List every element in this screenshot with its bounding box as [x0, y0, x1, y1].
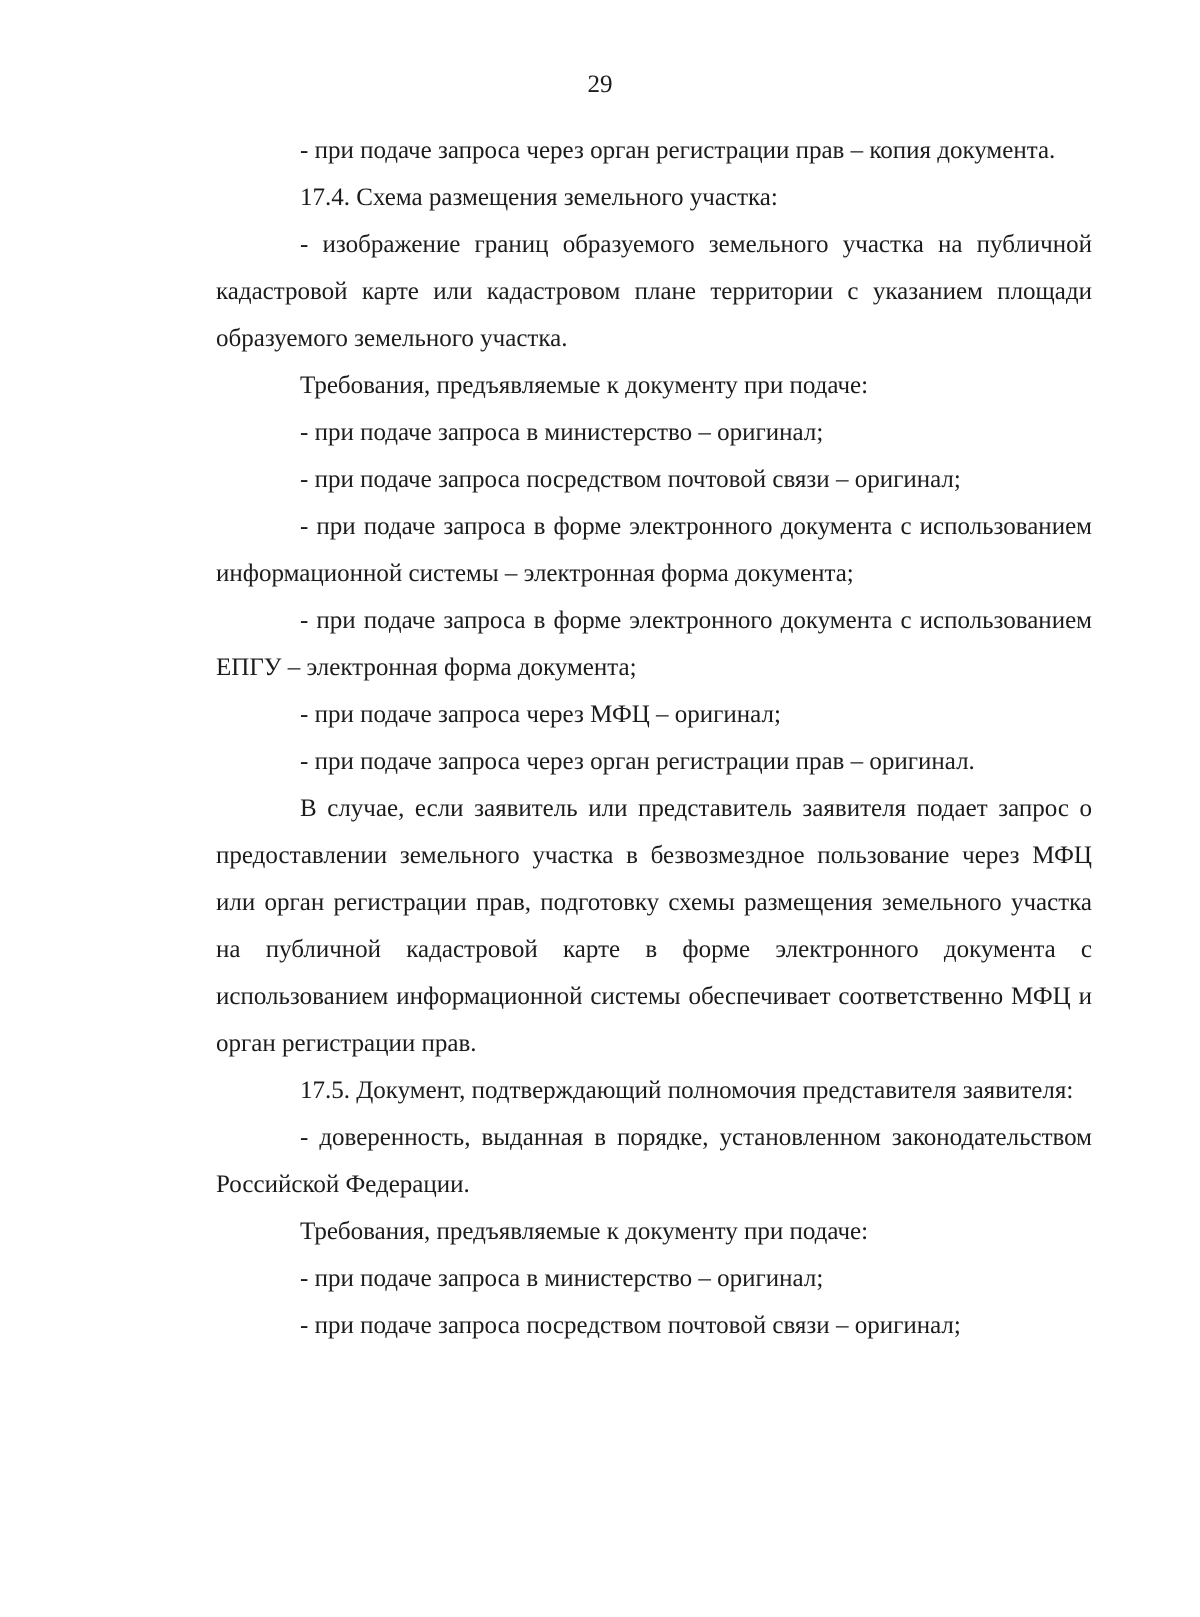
paragraph-mfc-case: В случае, если заявитель или представитель заявителя подает запрос о предоставлении земельного участка в безвозмездное пользование через МФЦ или орган регистрации прав, подготовку схемы размещения земельного участка на публичной кадастровой карте в форме электронного документа с использованием информационной системы обеспечивает соответственно МФЦ и орган регистрации прав.: [216, 795, 1092, 1057]
list-item-ministry-2: - при подаче запроса в министерство – оригинал;: [300, 1265, 824, 1292]
document-body: [216, 127, 1092, 1349]
section-heading-17-5: 17.5. Документ, подтверждающий полномочия представителя заявителя:: [300, 1077, 1074, 1104]
section-heading-17-4: 17.4. Схема размещения земельного участка:: [300, 184, 778, 211]
list-item-mfc: - при подаче запроса через МФЦ – оригинал;: [300, 701, 781, 728]
list-item-info-system: - при подаче запроса в форме электронного документа с использованием информационной системы – электронная форма документа;: [216, 513, 1092, 587]
paragraph-copy-registration: - при подаче запроса через орган регистрации прав – копия документа.: [300, 137, 1056, 164]
requirements-heading-2: Требования, предъявляемые к документу при подаче:: [300, 1218, 869, 1245]
paragraph-power-of-attorney: - доверенность, выданная в порядке, установленном законодательством Российской Федерации.: [216, 1124, 1092, 1198]
requirements-heading: Требования, предъявляемые к документу при подаче:: [300, 372, 869, 399]
list-item-epgu: - при подаче запроса в форме электронного документа с использованием ЕПГУ – электронная форма документа;: [216, 607, 1092, 681]
page-number: 29: [587, 71, 613, 98]
list-item-post: - при подаче запроса посредством почтовой связи – оригинал;: [300, 466, 961, 493]
list-item-ministry: - при подаче запроса в министерство – оригинал;: [300, 419, 824, 446]
list-item-post-2: - при подаче запроса посредством почтовой связи – оригинал;: [300, 1312, 961, 1339]
paragraph-scheme-image: - изображение границ образуемого земельного участка на публичной кадастровой карте или кадастровом плане территории с указанием площади образуемого земельного участка.: [216, 231, 1092, 352]
list-item-registration: - при подаче запроса через орган регистрации прав – оригинал.: [300, 748, 975, 775]
